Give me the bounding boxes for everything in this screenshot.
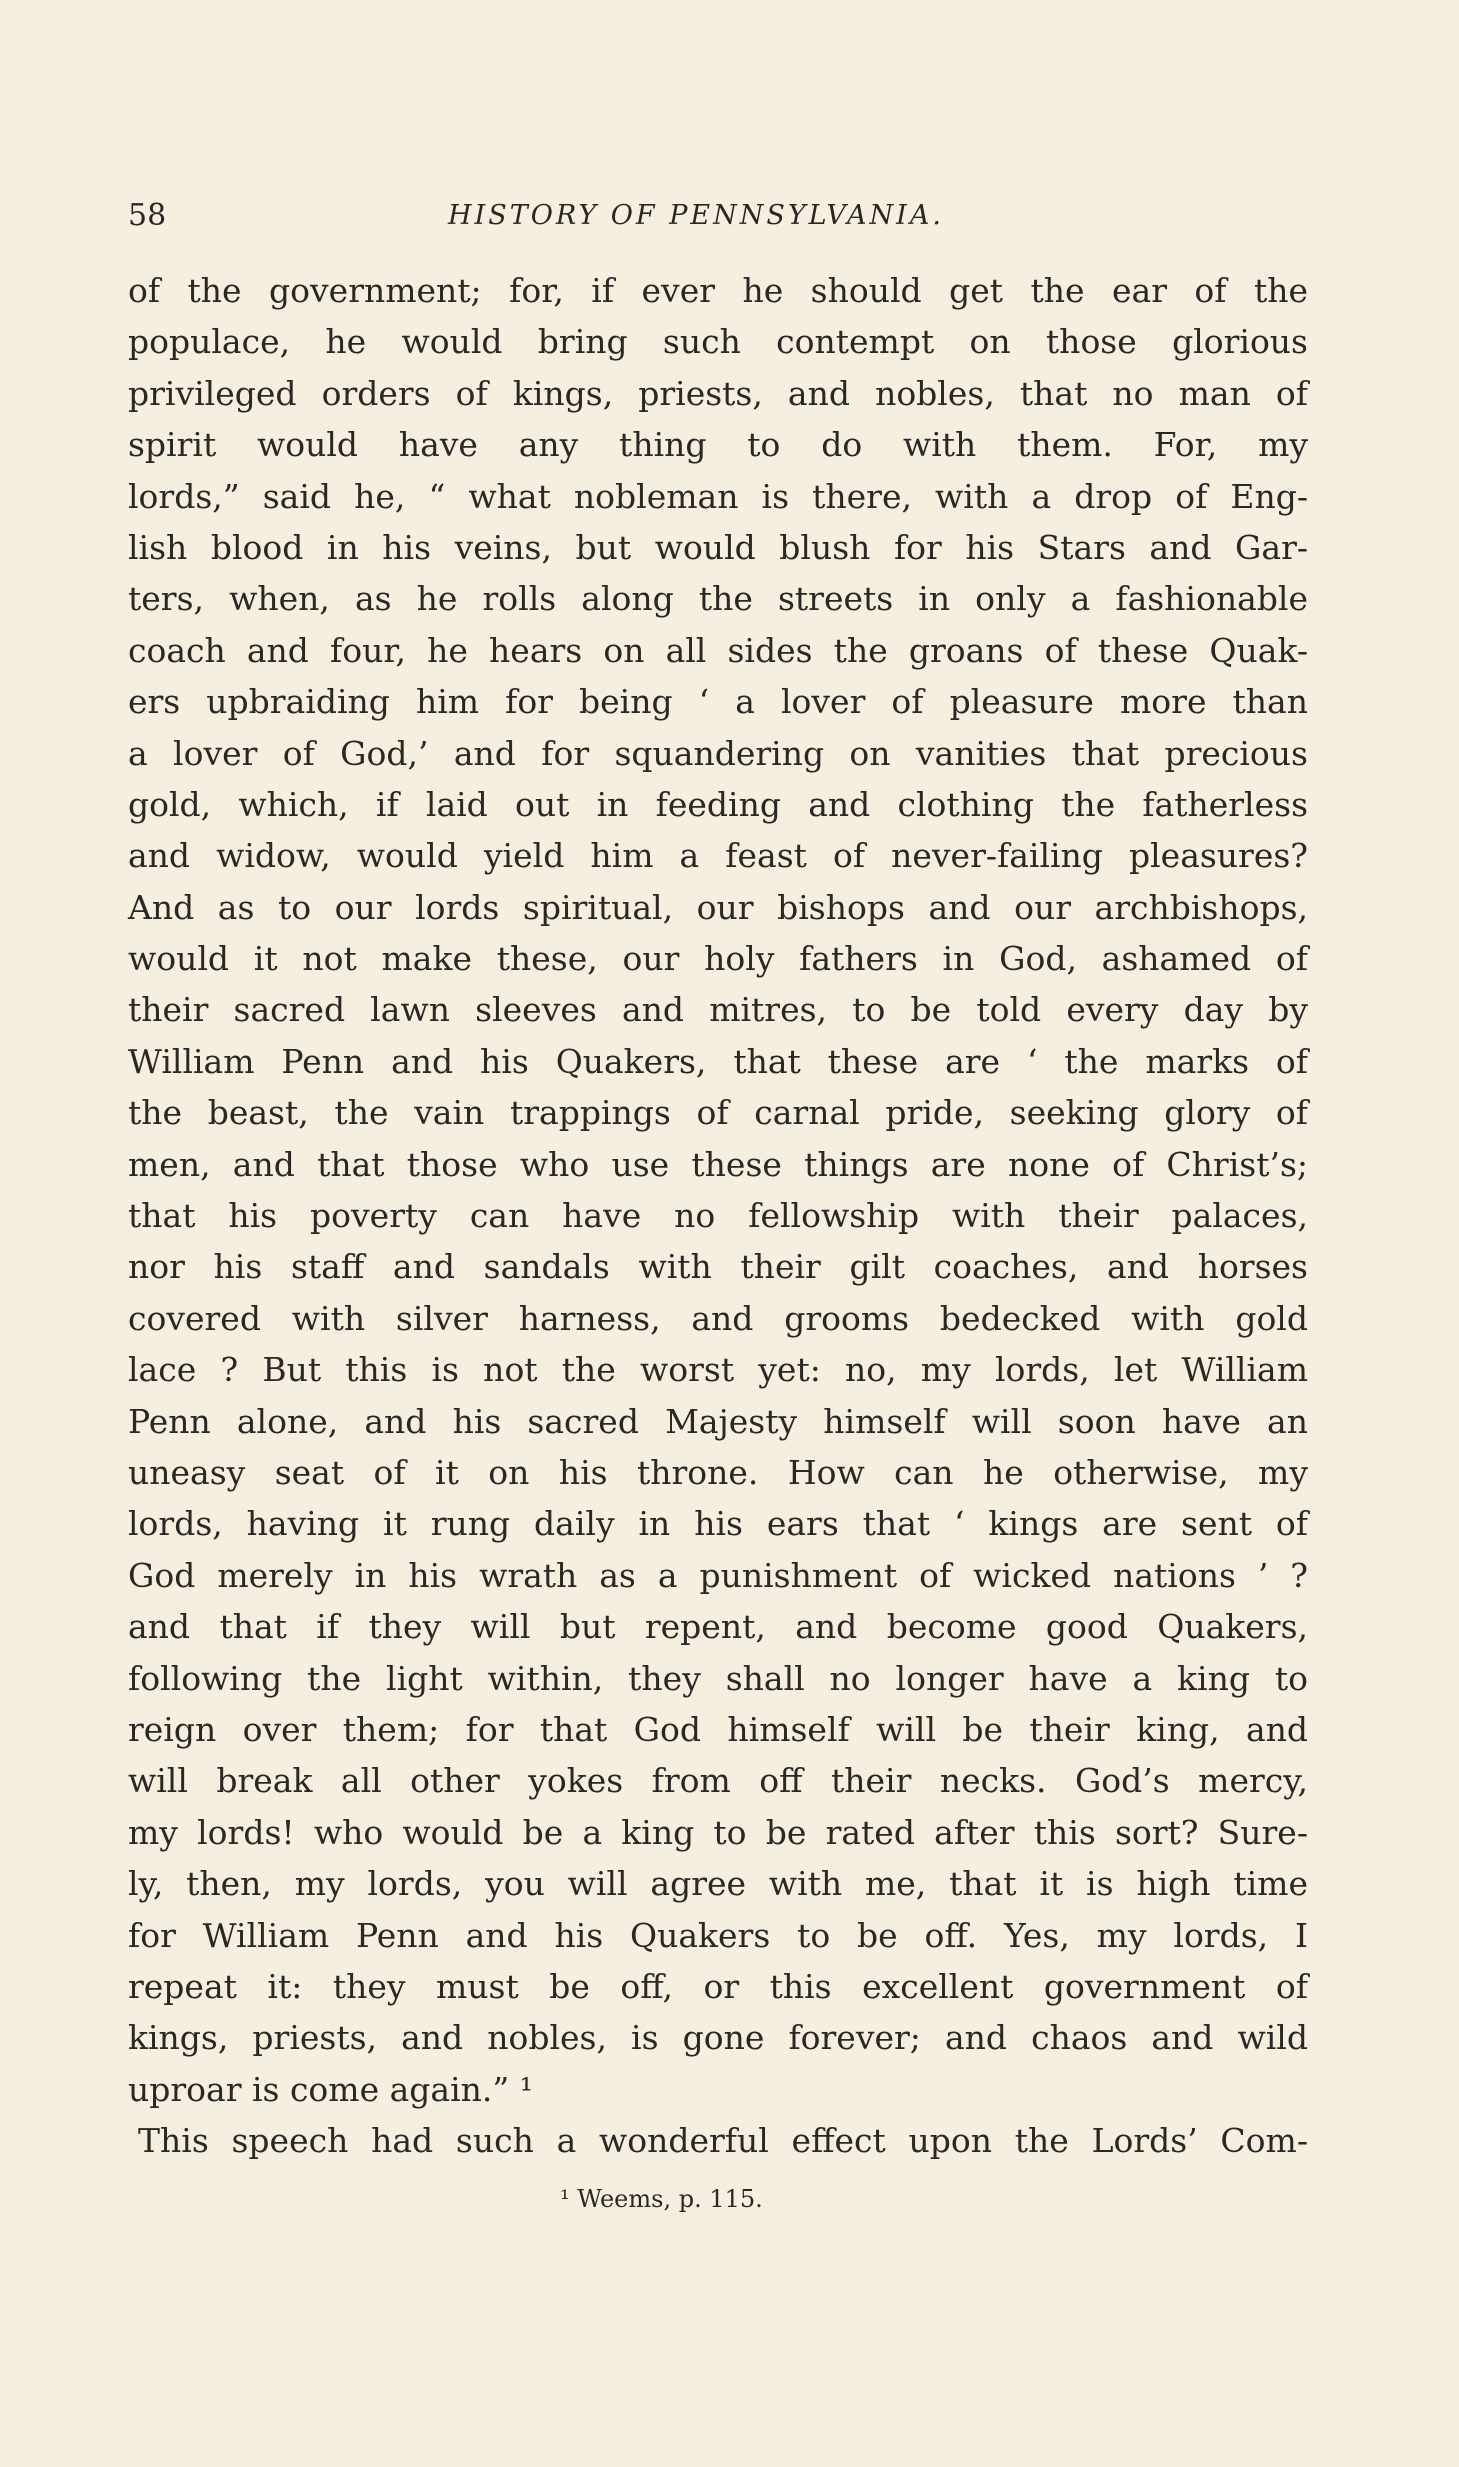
text-line: privileged orders of kings, priests, and nobles, that no man of: [128, 373, 1308, 413]
text-line: ly, then, my lords, you will agree with me, that it is high time: [128, 1864, 1308, 1904]
text-line: that his poverty can have no fellowship with their palaces,: [128, 1196, 1308, 1236]
text-line: lords, having it rung daily in his ears that ‘ kings are sent of: [128, 1504, 1308, 1544]
text-line: spirit would have any thing to do with them. For, my: [128, 425, 1308, 465]
text-line: This speech had such a wonderful effect upon the Lords’ Com-: [138, 2121, 1308, 2161]
text-line: and that if they will but repent, and become good Quakers,: [128, 1607, 1308, 1647]
text-line: ers upbraiding him for being ‘ a lover of pleasure more than: [128, 682, 1308, 722]
text-line: a lover of God,’ and for squandering on vanities that precious: [128, 733, 1308, 773]
running-title: HISTORY OF PENNSYLVANIA.: [448, 200, 944, 231]
text-line: populace, he would bring such contempt on those glorious: [128, 322, 1308, 362]
text-line: repeat it: they must be off, or this excellent government of: [128, 1966, 1308, 2006]
text-line: the beast, the vain trappings of carnal pride, seeking glory of: [128, 1093, 1308, 1133]
text-line: will break all other yokes from off their necks. God’s mercy,: [128, 1761, 1308, 1801]
text-line: would it not make these, our holy fathers in God, ashamed of: [128, 939, 1308, 979]
text-line: lords,” said he, “ what nobleman is there, with a drop of Eng-: [128, 476, 1308, 516]
text-line: gold, which, if laid out in feeding and clothing the fatherless: [128, 784, 1308, 824]
page-number: 58: [128, 198, 167, 233]
text-line: Penn alone, and his sacred Majesty himself will soon have an: [128, 1401, 1308, 1441]
text-line: lace ? But this is not the worst yet: no, my lords, let William: [128, 1350, 1308, 1390]
text-line: reign over them; for that God himself will be their king, and: [128, 1709, 1308, 1749]
text-line: uproar is come again.” ¹: [128, 2069, 533, 2109]
text-line: ters, when, as he rolls along the streets in only a fashionable: [128, 579, 1308, 619]
text-line: and widow, would yield him a feast of never-failing pleasures?: [128, 836, 1308, 876]
text-line: coach and four, he hears on all sides the groans of these Quak-: [128, 630, 1308, 670]
text-line: William Penn and his Quakers, that these are ‘ the marks of: [128, 1041, 1308, 1081]
text-line: God merely in his wrath as a punishment of wicked nations ’ ?: [128, 1555, 1308, 1595]
running-head: [128, 198, 1300, 248]
text-line: And as to our lords spiritual, our bishops and our archbishops,: [128, 887, 1308, 927]
text-line: covered with silver harness, and grooms bedecked with gold: [128, 1298, 1308, 1338]
text-line: their sacred lawn sleeves and mitres, to be told every day by: [128, 990, 1308, 1030]
footnote: ¹ Weems, p. 115.: [560, 2185, 763, 2213]
text-line: of the government; for, if ever he should get the ear of the: [128, 271, 1308, 310]
text-line: my lords! who would be a king to be rated after this sort? Sure-: [128, 1812, 1308, 1852]
body-text: [128, 265, 1308, 2166]
text-line: following the light within, they shall no longer have a king to: [128, 1658, 1308, 1698]
text-line: kings, priests, and nobles, is gone forever; and chaos and wild: [128, 2018, 1308, 2058]
text-line: for William Penn and his Quakers to be off. Yes, my lords, I: [128, 1915, 1308, 1955]
text-line: men, and that those who use these things are none of Christ’s;: [128, 1144, 1308, 1184]
text-line: lish blood in his veins, but would blush for his Stars and Gar-: [128, 527, 1308, 567]
text-line: nor his staff and sandals with their gilt coaches, and horses: [128, 1247, 1308, 1287]
text-line: uneasy seat of it on his throne. How can he otherwise, my: [128, 1452, 1308, 1492]
